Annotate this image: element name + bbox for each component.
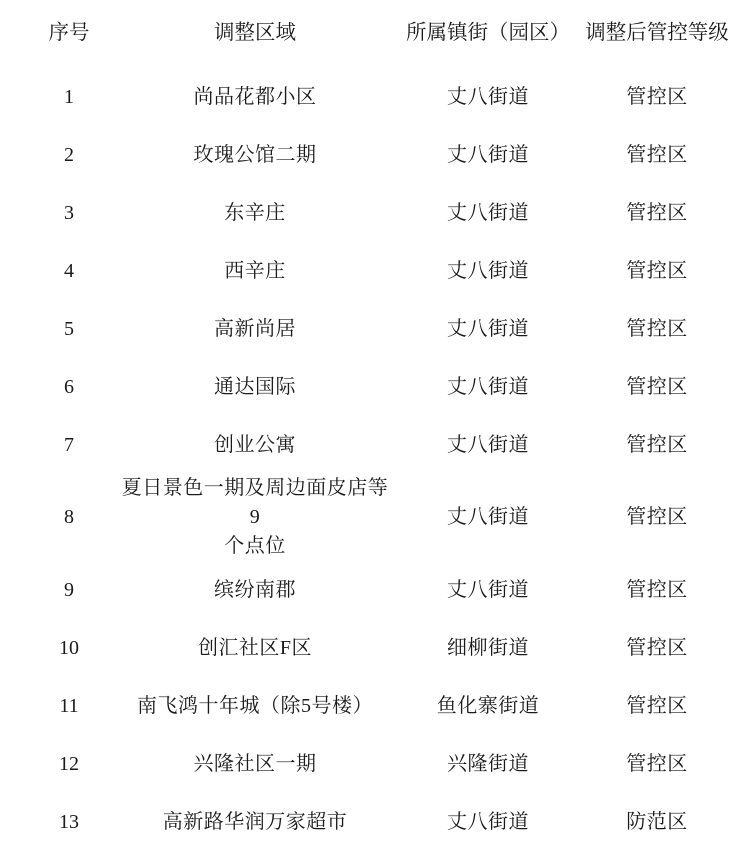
row-street: 丈八街道 [447, 317, 529, 340]
row-number: 10 [59, 636, 79, 659]
row-number: 2 [64, 143, 74, 166]
table-row [23, 416, 733, 474]
row-area: 通达国际 [214, 375, 296, 398]
row-street: 丈八街道 [447, 506, 529, 528]
table-row [23, 474, 733, 561]
table-row [23, 184, 733, 242]
row-street: 丈八街道 [447, 578, 529, 601]
table-row [23, 561, 733, 619]
row-area [115, 474, 395, 561]
risk-area-adjustment-table [23, 0, 733, 851]
row-level: 防范区 [626, 810, 688, 833]
row-area: 高新路华润万家超市 [162, 810, 348, 833]
row-level: 管控区 [626, 85, 688, 108]
row-area: 缤纷南郡 [214, 578, 296, 601]
row-number: 3 [64, 201, 74, 224]
row-level: 管控区 [626, 143, 688, 166]
row-number: 13 [59, 810, 79, 833]
row-number: 12 [59, 752, 79, 775]
row-level: 管控区 [626, 694, 688, 717]
column-header-no: 序号 [48, 22, 90, 45]
row-level: 管控区 [626, 578, 688, 601]
row-street: 细柳街道 [447, 636, 529, 659]
column-header-street: 所属镇街（园区） [406, 22, 570, 45]
table-row [23, 735, 733, 793]
row-area: 西辛庄 [224, 259, 286, 282]
row-area: 尚品花都小区 [193, 85, 317, 108]
row-number: 9 [64, 578, 74, 601]
row-street: 鱼化寨街道 [436, 694, 540, 717]
row-number: 8 [64, 506, 74, 528]
row-level: 管控区 [626, 201, 688, 224]
row-level: 管控区 [626, 752, 688, 775]
row-level: 管控区 [626, 433, 688, 456]
row-number: 1 [64, 85, 74, 108]
row-level: 管控区 [626, 636, 688, 659]
row-level: 管控区 [626, 317, 688, 340]
row-number: 6 [64, 375, 74, 398]
row-number: 4 [64, 259, 74, 282]
row-area: 创汇社区F区 [197, 636, 313, 659]
column-header-level: 调整后管控等级 [585, 22, 729, 45]
table-row [23, 793, 733, 851]
row-area: 兴隆社区一期 [193, 752, 317, 775]
row-area: 南飞鸿十年城（除5号楼） [137, 694, 373, 717]
row-street: 丈八街道 [447, 201, 529, 224]
row-area: 创业公寓 [214, 433, 296, 456]
row-street: 丈八街道 [447, 810, 529, 833]
row-street: 丈八街道 [447, 143, 529, 166]
row-level: 管控区 [626, 259, 688, 282]
table-body [23, 68, 733, 851]
row-level: 管控区 [626, 506, 688, 528]
table-row [23, 677, 733, 735]
row-street: 丈八街道 [447, 85, 529, 108]
table-row [23, 619, 733, 677]
row-number: 7 [64, 433, 74, 456]
table-header-row [23, 0, 733, 68]
table-row [23, 242, 733, 300]
column-header-area: 调整区域 [214, 22, 296, 45]
row-area: 东辛庄 [224, 201, 286, 224]
row-street: 丈八街道 [447, 375, 529, 398]
row-area-line2: 个点位 [224, 535, 286, 557]
row-area-line1: 夏日景色一期及周边面皮店等9 [121, 477, 389, 528]
row-level: 管控区 [626, 375, 688, 398]
row-street: 丈八街道 [447, 433, 529, 456]
table-row [23, 300, 733, 358]
table-row [23, 126, 733, 184]
row-street: 兴隆街道 [447, 752, 529, 775]
row-area: 高新尚居 [214, 317, 296, 340]
table-row [23, 68, 733, 126]
row-area: 玫瑰公馆二期 [193, 143, 317, 166]
table-row [23, 358, 733, 416]
table-header [23, 0, 733, 68]
row-number: 11 [59, 694, 79, 717]
row-street: 丈八街道 [447, 259, 529, 282]
row-number: 5 [64, 317, 74, 340]
